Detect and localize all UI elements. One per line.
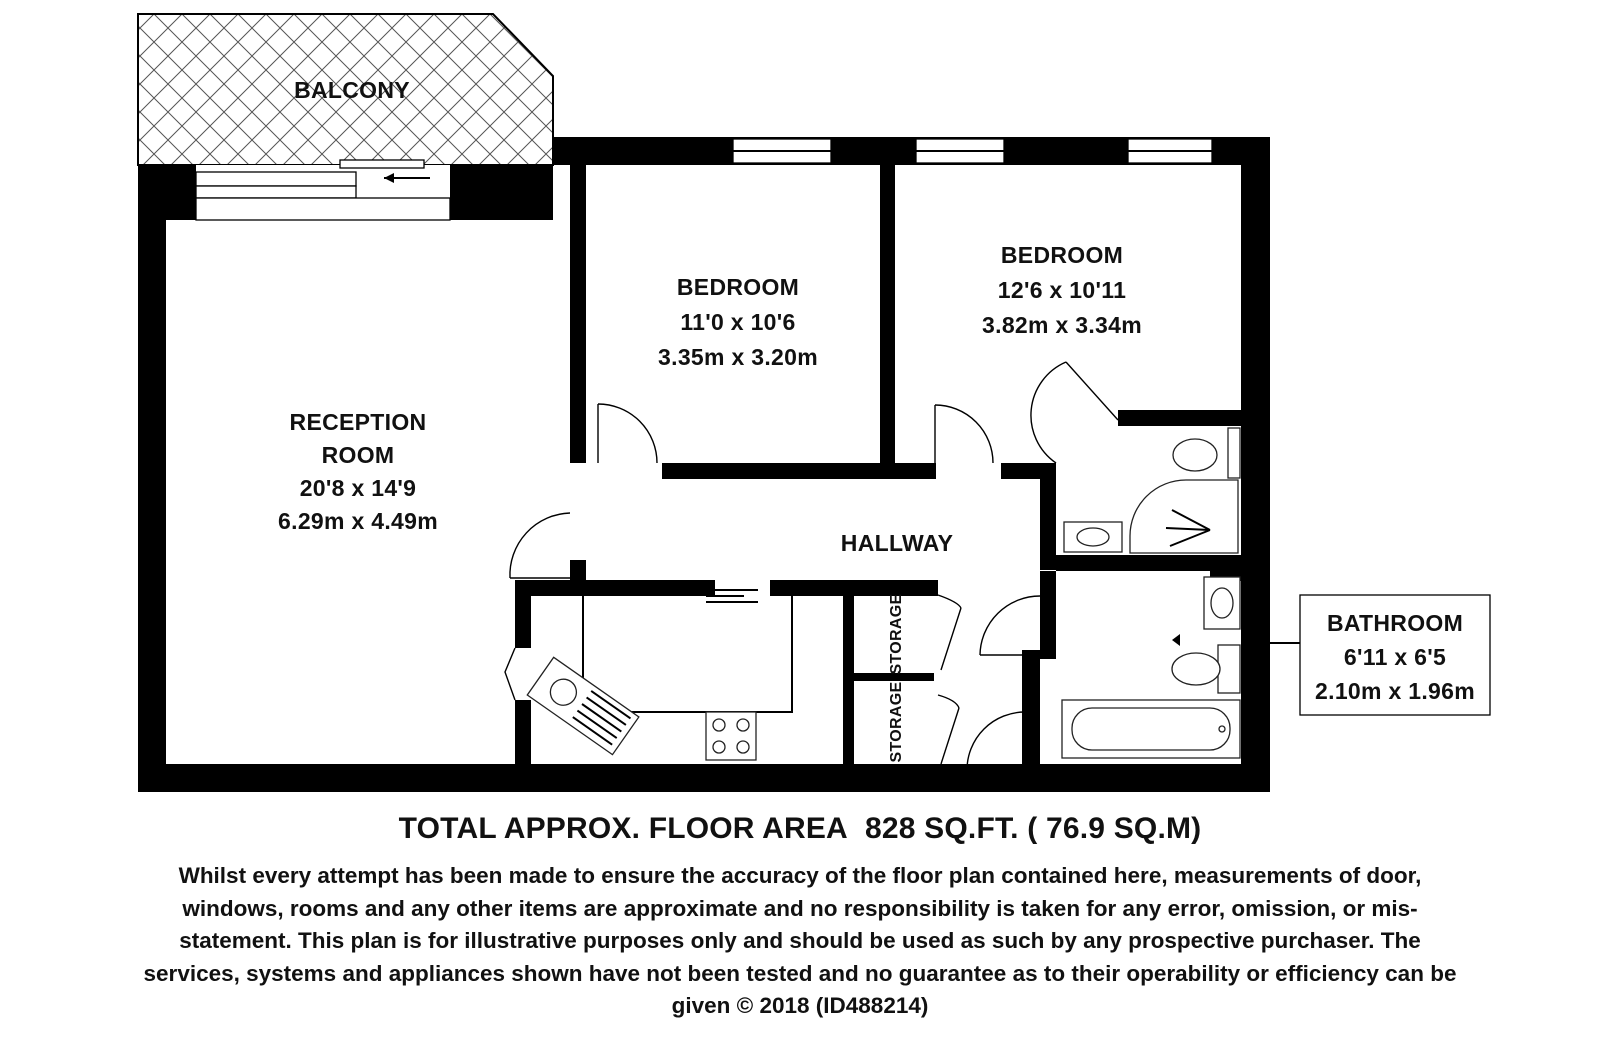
balcony-sliding-door bbox=[196, 160, 450, 220]
bedroom1-imperial: 11'0 x 10'6 bbox=[680, 309, 796, 335]
bathroom-name: BATHROOM bbox=[1326, 610, 1464, 636]
bedroom2-metric: 3.82m x 3.34m bbox=[982, 312, 1142, 338]
basin-icon bbox=[1064, 522, 1122, 552]
bathroom-metric: 2.10m x 1.96m bbox=[1315, 678, 1475, 704]
hallway-label: HALLWAY bbox=[840, 530, 954, 556]
total-area-label: TOTAL APPROX. FLOOR AREA bbox=[398, 812, 848, 845]
kitchen bbox=[527, 596, 792, 760]
bedroom1-label bbox=[658, 274, 818, 370]
total-floor-area bbox=[0, 812, 1600, 846]
balcony-label: BALCONY bbox=[294, 77, 410, 103]
shower-icon bbox=[1130, 480, 1238, 553]
bedroom2-name: BEDROOM bbox=[1000, 242, 1124, 268]
reception-name-line2: ROOM bbox=[321, 442, 395, 468]
bathtub-icon bbox=[1062, 700, 1240, 758]
bathroom-imperial: 6'11 x 6'5 bbox=[1343, 644, 1447, 670]
bedroom2-label bbox=[982, 242, 1142, 338]
ensuite bbox=[1064, 428, 1240, 553]
hob-icon bbox=[706, 712, 756, 760]
total-area-value: 828 SQ.FT. ( 76.9 SQ.M) bbox=[864, 812, 1202, 845]
interior-walls bbox=[515, 165, 1241, 778]
reception-room-label bbox=[278, 409, 438, 534]
storage2-label: STORAGE bbox=[888, 681, 905, 763]
reception-metric: 6.29m x 4.49m bbox=[278, 508, 438, 534]
bedroom1-name: BEDROOM bbox=[676, 274, 800, 300]
bedroom1-metric: 3.35m x 3.20m bbox=[658, 344, 818, 370]
footer bbox=[0, 812, 1600, 1023]
windows bbox=[733, 139, 1212, 163]
bathroom bbox=[1062, 577, 1240, 758]
reception-imperial: 20'8 x 14'9 bbox=[299, 475, 417, 501]
reception-name-line1: RECEPTION bbox=[289, 409, 427, 435]
storage1-label: STORAGE bbox=[888, 593, 905, 675]
disclaimer: Whilst every attempt has been made to ensure the accuracy of the floor plan contained here, measurements of door, windows, rooms and any other items are approximate and no responsibility is taken for any error, omission, or mis-statement. This plan is for illustrative purposes only and should be used as such by any prospective purchaser. The services, systems and appliances shown have not been tested and no guarantee as to their operability or efficiency can be given © 2018 (ID488214) bbox=[143, 863, 1457, 1018]
bedroom2-imperial: 12'6 x 10'11 bbox=[997, 277, 1127, 303]
